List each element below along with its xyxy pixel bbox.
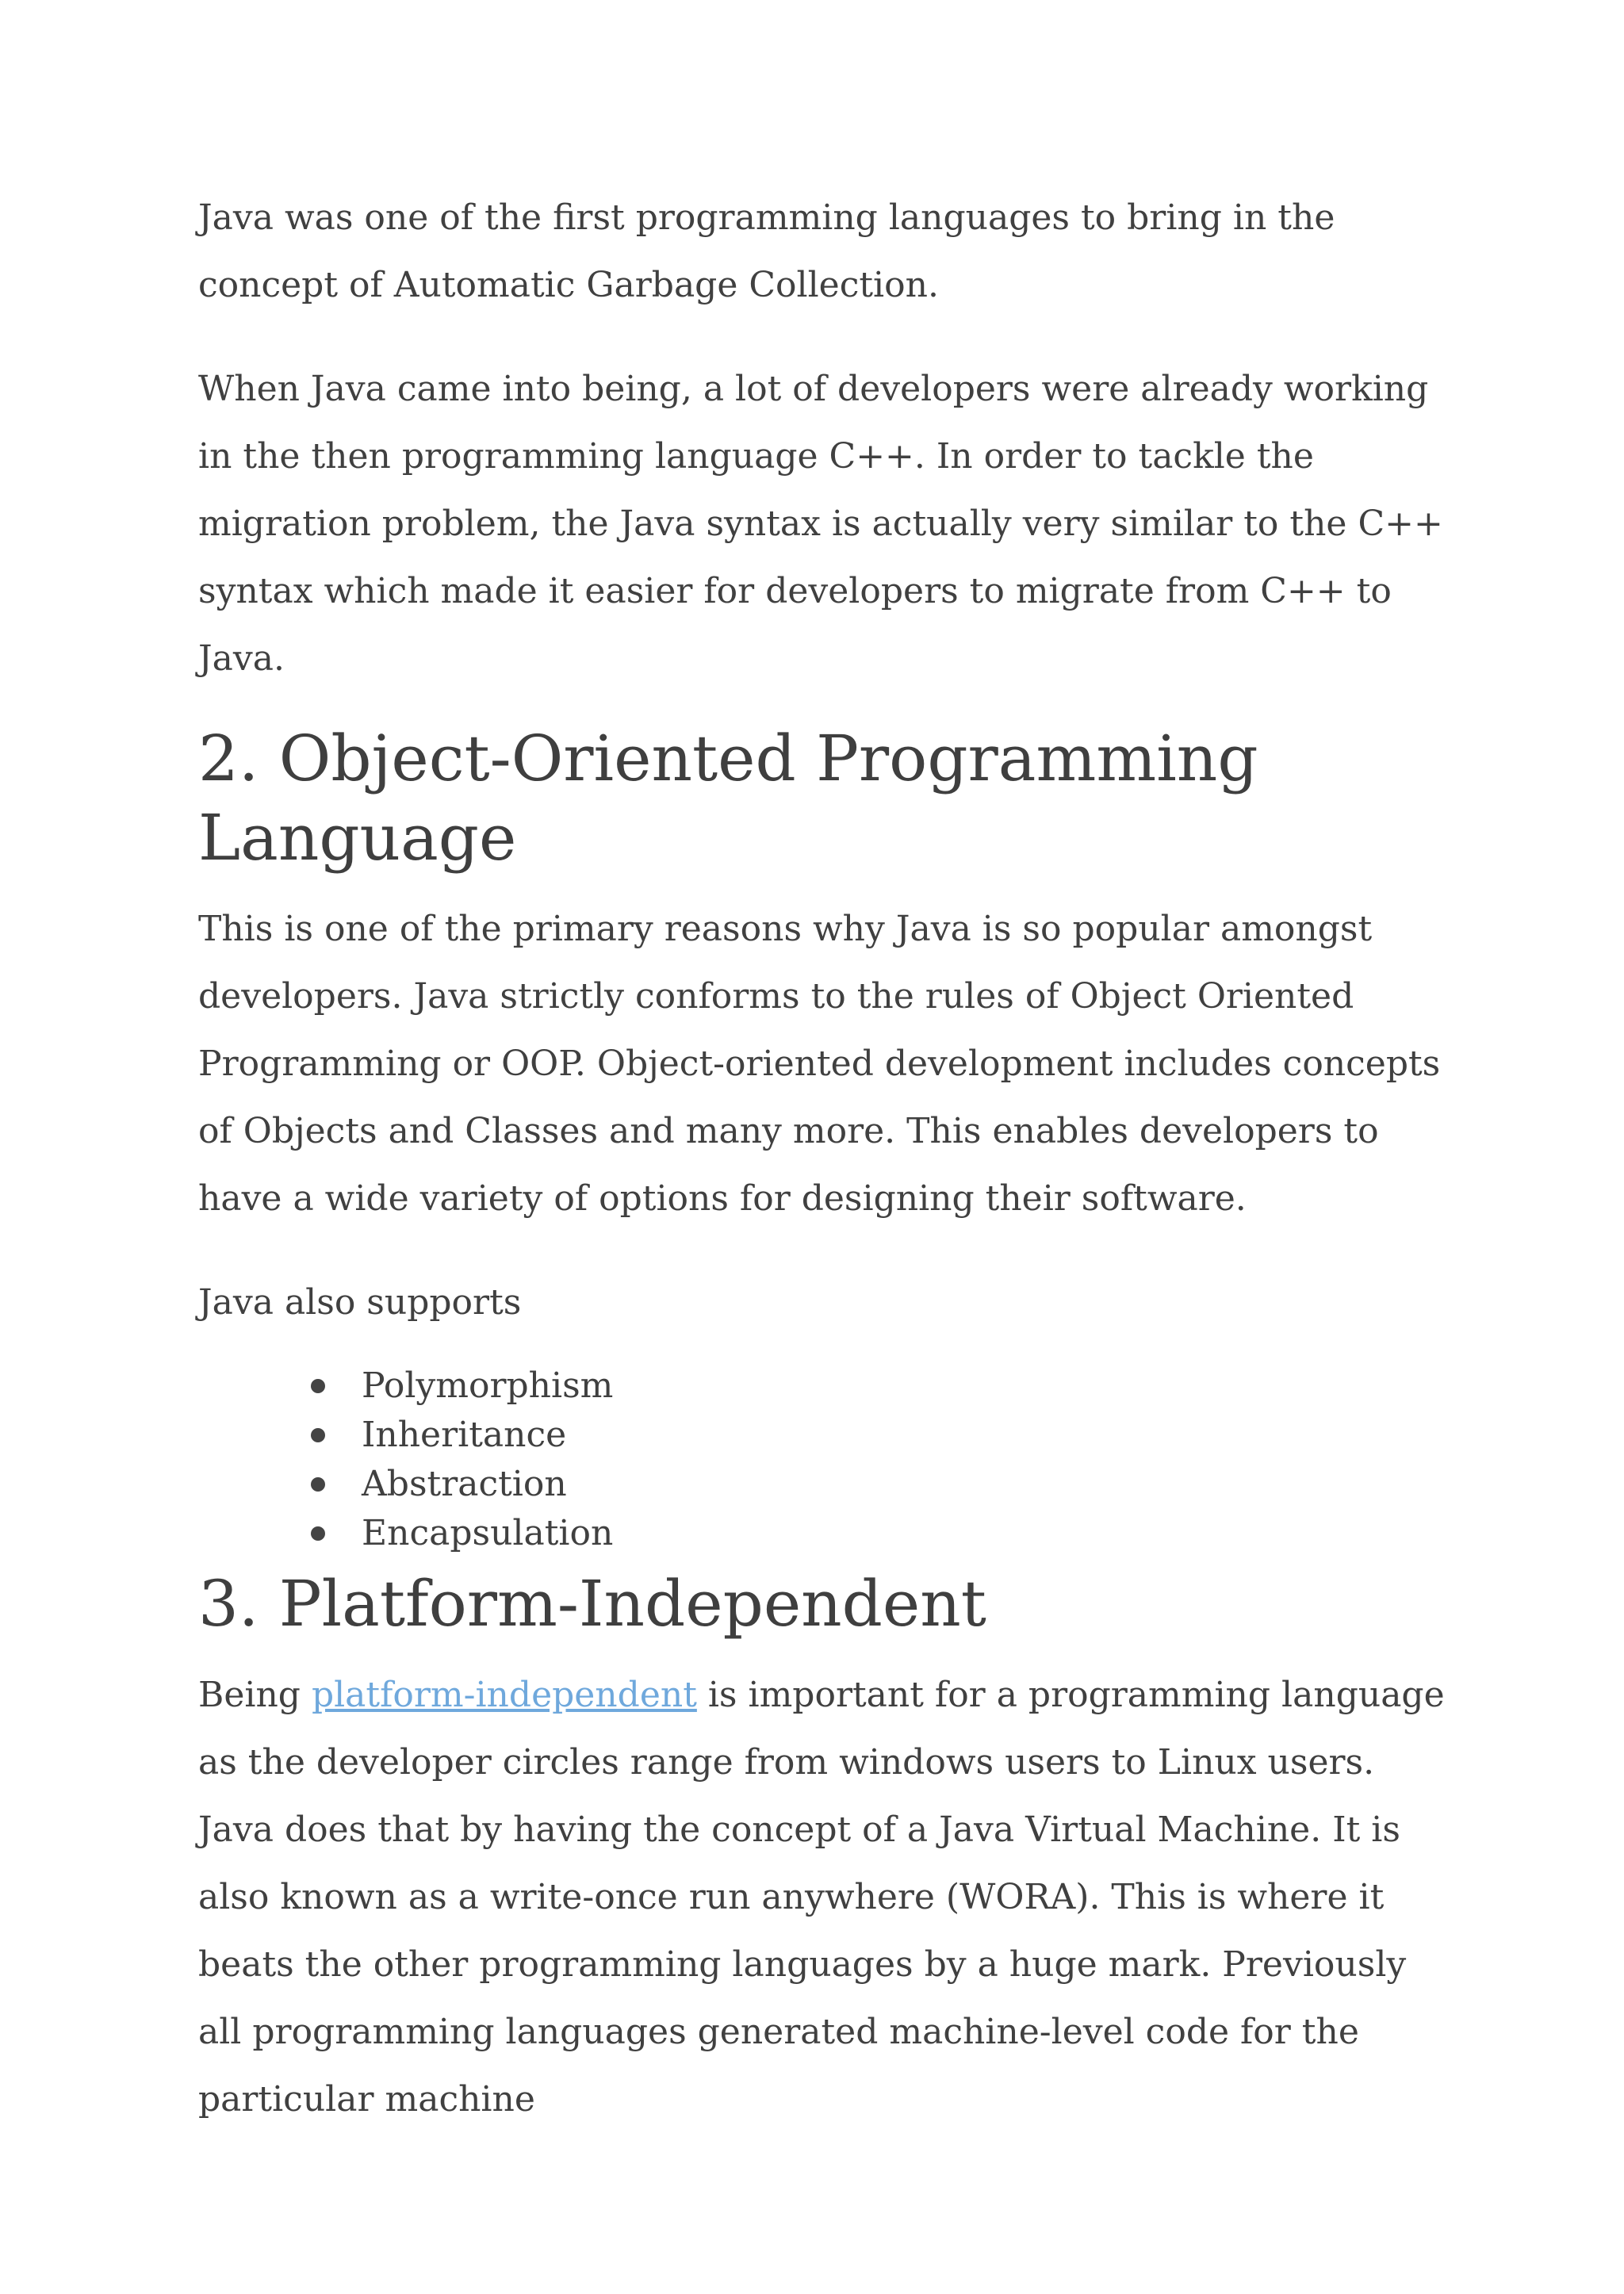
oop-features-list <box>198 1361 1451 1558</box>
list-item <box>311 1411 1451 1460</box>
intro-paragraph-2: When Java came into being, a lot of developers were already working in the then programming language C++. In order to tackle the migration problem, the Java syntax is actually very similar to the C++ syntax which made it easier for developers to migrate from C++ to Java. <box>198 369 1443 679</box>
platform-para-suffix: is important for a programming language as the developer circles range from windows users to Linux users. Java does that by having the concept of a Java Virtual Machine. It is also known as a write-once run anywhere (WORA). This is where it beats the other programming languages by a huge mark. Previously all programming languages generated machine-level code for the particular machine <box>198 1675 1445 2120</box>
platform-paragraph <box>198 1661 1451 2133</box>
oop-paragraph: This is one of the primary reasons why Java is so popular amongst developers. Java strictly conforms to the rules of Object Oriented Programming or OOP. Object-oriented development includes concepts of Objects and Classes and many more. This enables developers to have a wide variety of options for designing their software. <box>198 909 1441 1219</box>
platform-independent-link[interactable]: platform-independent <box>311 1675 697 1715</box>
list-item <box>311 1361 1451 1411</box>
bullet-icon <box>311 1526 325 1541</box>
list-item-label: Encapsulation <box>362 1513 614 1553</box>
bullet-icon <box>311 1477 325 1492</box>
list-item-label: Polymorphism <box>362 1365 614 1406</box>
section-heading-oop: 2. Object-Oriented Programming Language <box>198 722 1258 875</box>
list-item-label: Inheritance <box>362 1415 567 1455</box>
list-item <box>311 1460 1451 1509</box>
list-item <box>311 1509 1451 1558</box>
intro-paragraph-1: Java was one of the first programming languages to bring in the concept of Automatic Garbage Collection. <box>198 197 1335 305</box>
section-heading-platform: 3. Platform-Independent <box>198 1567 986 1641</box>
supports-paragraph: Java also supports <box>198 1282 522 1323</box>
document-page <box>198 184 1451 2170</box>
bullet-icon <box>311 1428 325 1442</box>
list-item-label: Abstraction <box>362 1464 567 1504</box>
platform-para-prefix: Being <box>198 1675 312 1715</box>
bullet-icon <box>311 1379 325 1393</box>
